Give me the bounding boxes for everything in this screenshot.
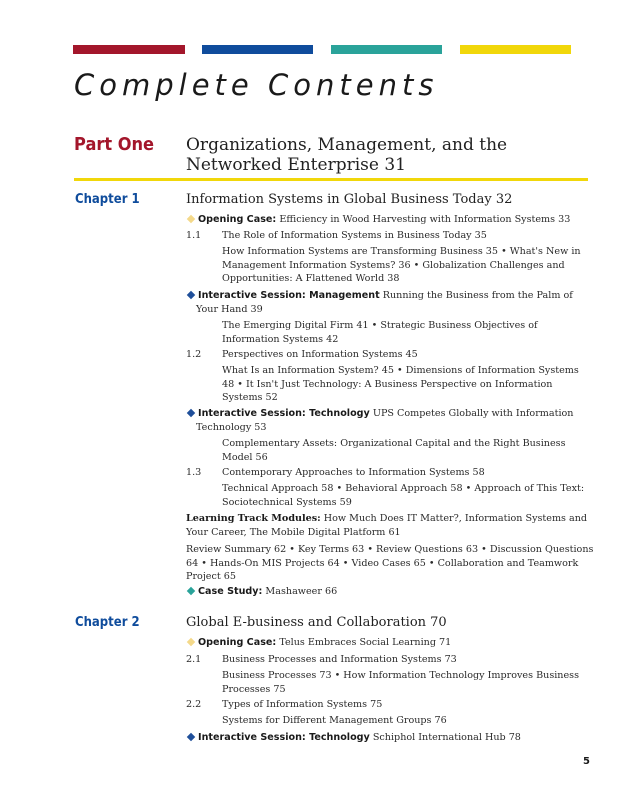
section-title: Business Processes and Information Systems 73 (222, 654, 457, 665)
section-topics: Business Processes 73 • How Information Technology Improves Business Processes 75 (222, 670, 580, 695)
chapter-2-title: Global E-business and Collaboration 70 (186, 615, 447, 630)
page-title: Complete Contents (74, 68, 439, 102)
section-topics: The Emerging Digital Firm 41 • Strategic Business Objectives of Information Systems 42 (222, 320, 538, 345)
section-topics: How Information Systems are Transforming Business 35 • What's New in Management Information Systems? 36 • Globalization Challenges and Opportunities: A Flattened World 38 (222, 246, 581, 285)
section-title: Perspectives on Information Systems 45 (222, 349, 418, 360)
color-bar-blue (202, 45, 313, 54)
section-number: 2.2 (186, 699, 202, 710)
section-title: The Role of Information Systems in Business Today 35 (222, 230, 487, 241)
diamond-icon (187, 638, 195, 646)
diamond-icon (187, 291, 195, 299)
ch1-learning-track-modules: Learning Track Modules: How Much Does IT Matter?, Information Systems and Your Career, The Mobile Digital Platform 61 (186, 513, 588, 538)
chapter-2-label: Chapter 2 (75, 615, 140, 630)
part-title: Organizations, Management, and the Networked Enterprise 31 (186, 135, 508, 175)
section-topics: Complementary Assets: Organizational Capital and the Right Business Model 56 (222, 438, 566, 463)
section-topics: Technical Approach 58 • Behavioral Approach 58 • Approach of This Text: Sociotechnical Systems 59 (222, 483, 585, 508)
section-number: 1.1 (186, 230, 202, 241)
color-bar-yellow (460, 45, 571, 54)
section-number: 1.3 (186, 467, 202, 478)
ch2-opening-case: Opening Case: Telus Embraces Social Learning 71 (186, 636, 586, 650)
color-bar-red (73, 45, 185, 54)
diamond-icon (187, 587, 195, 595)
section-number: 2.1 (186, 654, 202, 665)
section-title: Types of Information Systems 75 (222, 699, 383, 710)
diamond-icon (187, 215, 195, 223)
chapter-1-title: Information Systems in Global Business Today 32 (186, 192, 513, 207)
part-label: Part One (74, 134, 155, 155)
ch1-opening-case: Opening Case: Efficiency in Wood Harvesting with Information Systems 33 (186, 213, 586, 227)
section-number: 1.2 (186, 349, 202, 360)
ch1-interactive-session-management: Interactive Session: Management Running the Business from the Palm of Your Hand 39 (186, 289, 596, 316)
page-number: 5 (583, 756, 590, 767)
section-topics: Systems for Different Management Groups 76 (222, 715, 447, 726)
diamond-icon (187, 409, 195, 417)
chapter-1-label: Chapter 1 (75, 192, 140, 207)
diamond-icon (187, 733, 195, 741)
ch1-case-study: Case Study: Mashaweer 66 (186, 585, 586, 599)
part-divider (74, 178, 588, 181)
ch1-interactive-session-technology: Interactive Session: Technology UPS Competes Globally with Information Technology 53 (186, 407, 596, 434)
ch1-review-summary: Review Summary 62 • Key Terms 63 • Review Questions 63 • Discussion Questions 64 • Hands-On MIS Projects 64 • Video Cases 65 • Collaboration and Teamwork Project 65 (186, 544, 594, 583)
color-bar-teal (331, 45, 442, 54)
ch2-interactive-session-technology: Interactive Session: Technology Schiphol International Hub 78 (186, 731, 586, 745)
section-topics: What Is an Information System? 45 • Dimensions of Information Systems 48 • It Isn't Just Technology: A Business Perspective on Information Systems 52 (222, 365, 579, 404)
section-title: Contemporary Approaches to Information Systems 58 (222, 467, 485, 478)
